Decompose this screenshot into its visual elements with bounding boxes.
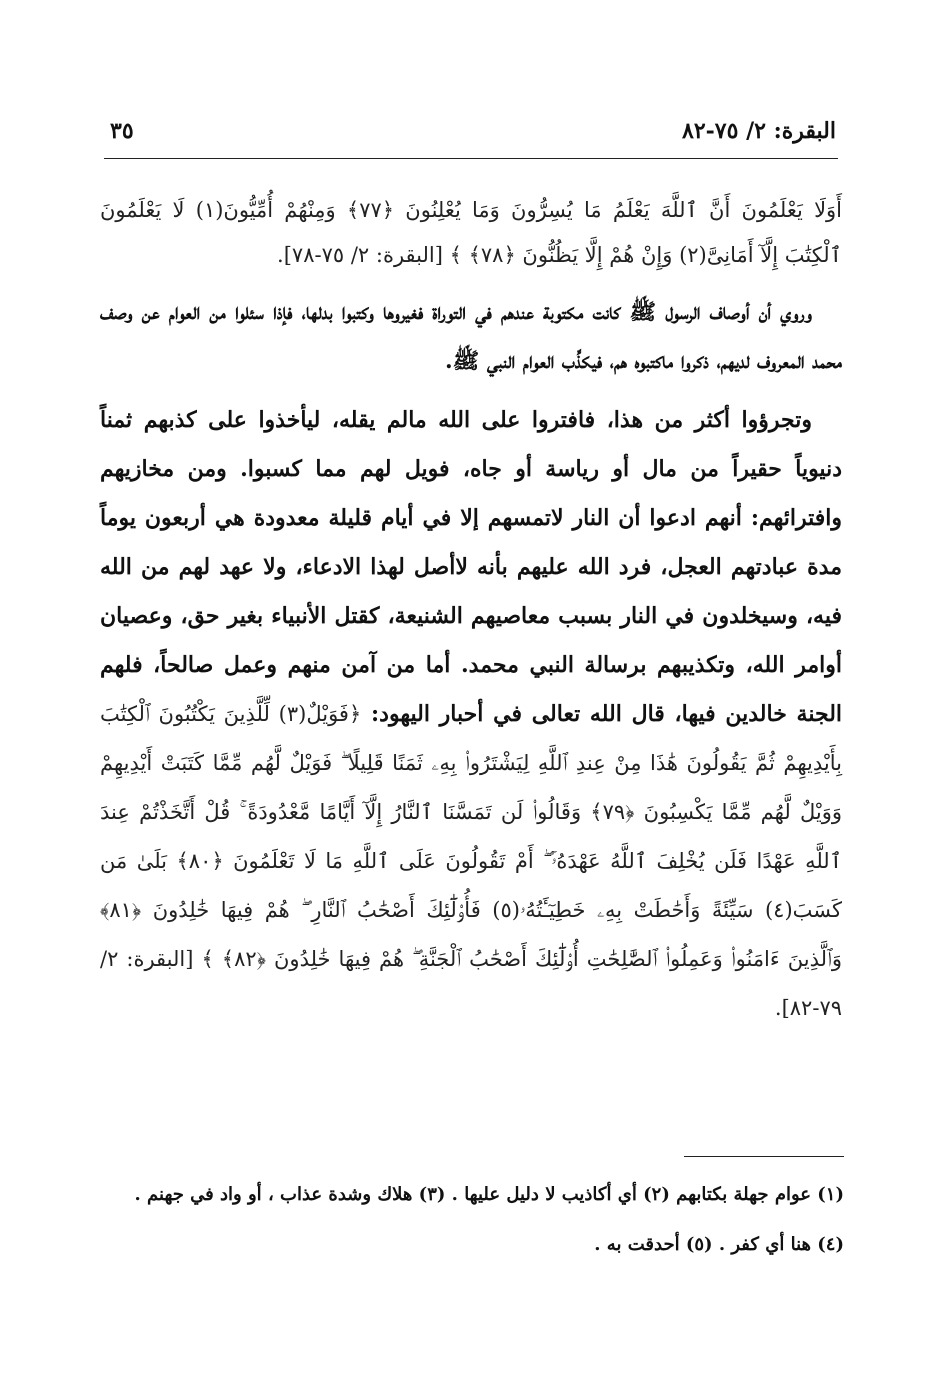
surah-reference: البقرة: ٢/ ٧٥-٨٢ — [682, 118, 836, 144]
footnote-line: (٤) هنا أي كفر . (٥) أحدقت به . — [594, 1234, 844, 1255]
header-divider — [104, 158, 838, 159]
page-number: ٣٥ — [110, 118, 134, 144]
commentary-text: وتجرؤوا أكثر من هذا، فافتروا على الله مالم يقله، ليأخذوا على كذبهم ثمناً دنيوياً حقيراً من مال أو رياسة أو جاه، فويل لهم مما كسبوا. ومن مخازيهم وافترائهم: أنهم ادعوا أن النار لاتمسهم إلا في أيام قليلة معدودة هي أربعون يوماً مدة عبادتهم العجل، فرد الله عليهم بأنه لاأصل لهذا الادعاء، ولا عهد لهم من الله فيه، وسيخلدون في النار بسبب معاصيهم الشنيعة، كقتل الأنبياء بغير حق، وعصيان أوامر الله، وتكذيبهم برسالة النبي محمد. أما من آمن منهم وعمل صالحاً، فلهم الجنة خالدين فيها، قال الله تعالى في أحبار اليهود: — [100, 407, 843, 727]
page-body — [100, 188, 842, 1043]
commentary-paragraph — [100, 396, 842, 1033]
footnotes — [80, 1170, 844, 1270]
footnote-line: (١) عوام جهلة بكتابهم (٢) أي أكاذيب لا دليل عليها . (٣) هلاك وشدة عذاب ، أو واد في جهنم . — [134, 1184, 844, 1205]
quran-verses-block: أَوَلَا يَعْلَمُونَ أَنَّ ٱللَّهَ يَعْلَمُ مَا يُسِرُّونَ وَمَا يُعْلِنُونَ ﴿٧٧﴾ وَمِنْهُمْ أُمِّيُّونَ(١) لَا يَعْلَمُونَ ٱلْكِتَٰبَ إِلَّآ أَمَانِىَّ(٢) وَإِنْ هُمْ إِلَّا يَظُنُّونَ ﴿٧٨﴾ ﴾ [البقرة: ٢/ ٧٥-٧٨]. — [100, 198, 843, 267]
footnote-divider — [684, 1156, 844, 1157]
commentary-paragraph: وروي أن أوصاف الرسول ﷺ كانت مكتوبة عندهم في التوراة فغيروها وكتبوا بدلها، فإذا سئلوا من العوام عن وصف محمد المعروف لديهم، ذكروا ماكتبوه هم، فيكذِّب العوام النبي ﷺ. — [100, 299, 842, 374]
page-header — [110, 118, 836, 154]
quran-verses-inline: ﴿فَوَيْلٌ(٣) لِّلَّذِينَ يَكْتُبُونَ ٱلْكِتَٰبَ بِأَيْدِيهِمْ ثُمَّ يَقُولُونَ هَٰذَا مِنْ عِندِ ٱللَّهِ لِيَشْتَرُوا۟ بِهِۦ ثَمَنًا قَلِيلًا ۖ فَوَيْلٌ لَّهُم مِّمَّا كَتَبَتْ أَيْدِيهِمْ وَوَيْلٌ لَّهُم مِّمَّا يَكْسِبُونَ ﴿٧٩﴾ وَقَالُوا۟ لَن تَمَسَّنَا ٱلنَّارُ إِلَّآ أَيَّامًا مَّعْدُودَةً ۚ قُلْ أَتَّخَذْتُمْ عِندَ ٱللَّهِ عَهْدًا فَلَن يُخْلِفَ ٱللَّهُ عَهْدَهُۥٓ ۖ أَمْ تَقُولُونَ عَلَى ٱللَّهِ مَا لَا تَعْلَمُونَ ﴿٨٠﴾ بَلَىٰ مَن كَسَبَ(٤) سَيِّئَةً وَأَحَٰطَتْ بِهِۦ خَطِيٓـَٔتُهُۥ(٥) فَأُو۟لَٰٓئِكَ أَصْحَٰبُ ٱلنَّارِ ۖ هُمْ فِيهَا خَٰلِدُونَ ﴿٨١﴾ وَٱلَّذِينَ ءَامَنُوا۟ وَعَمِلُوا۟ ٱلصَّٰلِحَٰتِ أُو۟لَٰٓئِكَ أَصْحَٰبُ ٱلْجَنَّةِ ۖ هُمْ فِيهَا خَٰلِدُونَ ﴿٨٢﴾ ﴾ [البقرة: ٢/ ٧٩-٨٢]. — [100, 702, 842, 1020]
